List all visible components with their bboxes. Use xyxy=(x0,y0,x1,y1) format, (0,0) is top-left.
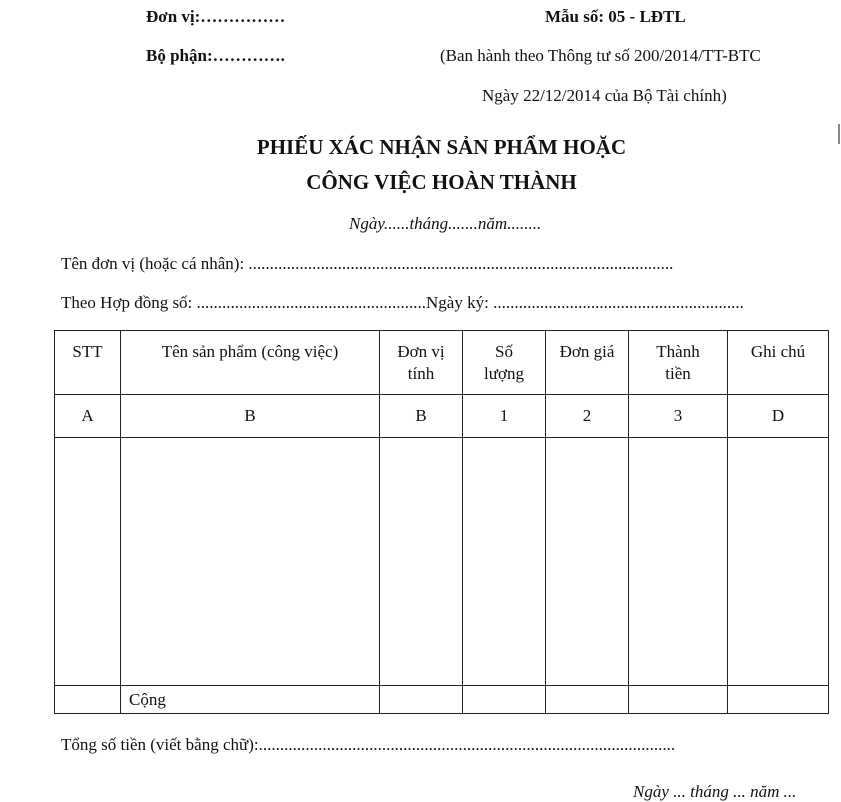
empty-cell xyxy=(380,686,463,714)
footer-date-line: Ngày ... tháng ... năm ... xyxy=(633,782,797,801)
department-label: Bộ phận:…………. xyxy=(146,46,285,65)
col-header-product-name: Tên sản phẩm (công việc) xyxy=(121,331,380,395)
code-cell: B xyxy=(380,395,463,438)
table-body-row xyxy=(55,438,829,686)
empty-cell xyxy=(546,438,629,686)
form-number: Mẫu số: 05 - LĐTL xyxy=(545,7,686,26)
col-header-unit: Đơn vị tính xyxy=(380,331,463,395)
code-cell: D xyxy=(728,395,829,438)
code-cell: B xyxy=(121,395,380,438)
contract-field: Theo Hợp đồng số: ......................................................Ngày ký: ........................................................... xyxy=(61,293,744,312)
issued-by-line1: (Ban hành theo Thông tư số 200/2014/TT-BTC xyxy=(440,46,761,65)
empty-cell xyxy=(463,686,546,714)
empty-cell xyxy=(55,438,121,686)
empty-cell xyxy=(380,438,463,686)
total-in-words-field: Tổng số tiền (viết bằng chữ):.................................................................................................. xyxy=(61,735,676,754)
table-total-row xyxy=(55,686,829,714)
col-header-quantity: Số lượng xyxy=(463,331,546,395)
empty-cell xyxy=(463,438,546,686)
product-confirmation-table xyxy=(54,330,829,714)
code-cell: 3 xyxy=(629,395,728,438)
issued-by-line2: Ngày 22/12/2014 của Bộ Tài chính) xyxy=(482,86,727,105)
title-date-line: Ngày......tháng.......năm........ xyxy=(349,214,542,233)
code-cell: 2 xyxy=(546,395,629,438)
unit-label: Đơn vị:…………… xyxy=(146,7,286,26)
empty-cell xyxy=(728,438,829,686)
table-header-row xyxy=(55,331,829,395)
document-title-line1: PHIẾU XÁC NHẬN SẢN PHẨM HOẶC xyxy=(256,135,627,159)
document-title-line2: CÔNG VIỆC HOÀN THÀNH xyxy=(306,170,577,194)
col-header-stt: STT xyxy=(55,331,121,395)
col-header-note: Ghi chú xyxy=(728,331,829,395)
total-label: Cộng xyxy=(121,686,380,714)
empty-cell xyxy=(629,438,728,686)
code-cell: A xyxy=(55,395,121,438)
empty-cell xyxy=(629,686,728,714)
empty-cell xyxy=(121,438,380,686)
col-header-amount: Thành tiền xyxy=(629,331,728,395)
unit-name-field: Tên đơn vị (hoặc cá nhân): .................................................................................................... xyxy=(61,254,674,273)
col-header-unit-price: Đơn giá xyxy=(546,331,629,395)
empty-cell xyxy=(55,686,121,714)
table-code-row xyxy=(55,395,829,438)
empty-cell xyxy=(546,686,629,714)
empty-cell xyxy=(728,686,829,714)
code-cell: 1 xyxy=(463,395,546,438)
